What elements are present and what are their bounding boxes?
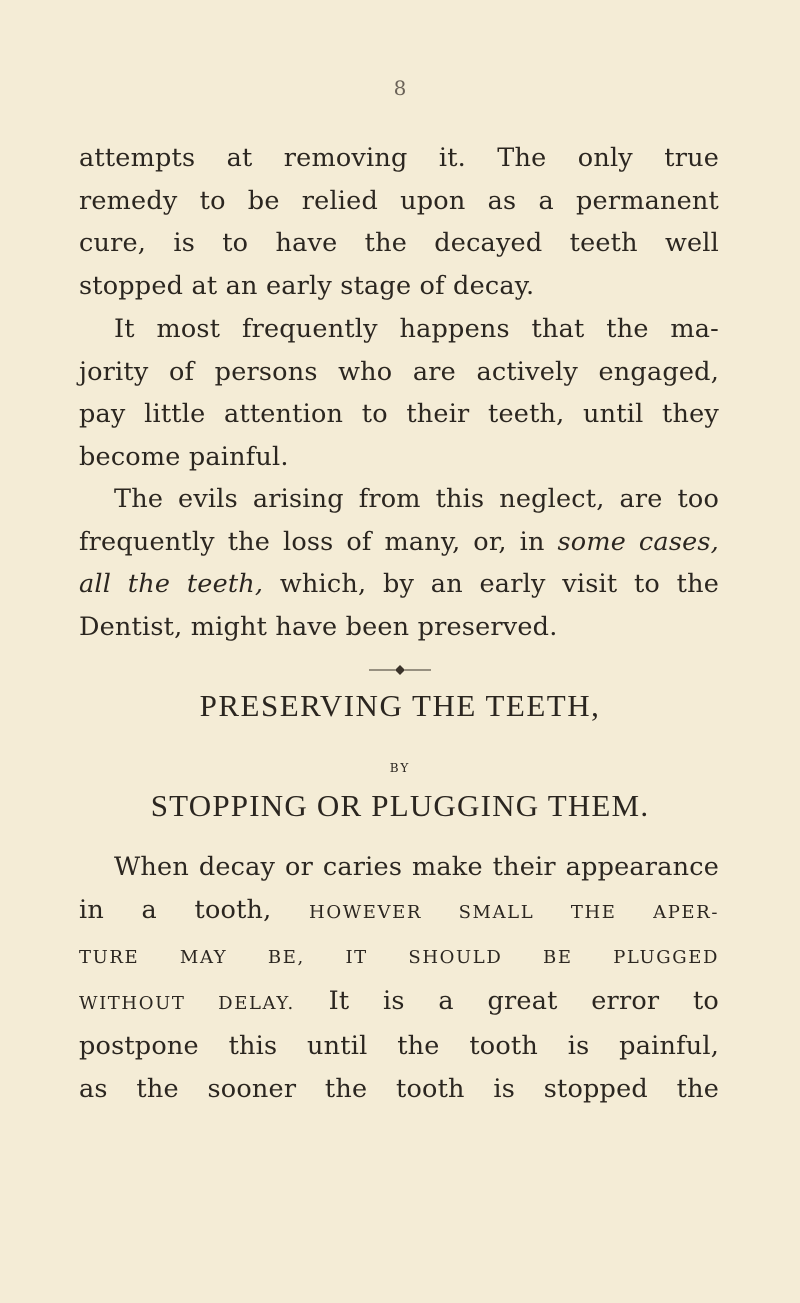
section-heading: PRESERVING THE TEETH, bbox=[199, 688, 601, 723]
heading-by: BY bbox=[389, 761, 411, 775]
text-line: It most frequently happens that the ma- bbox=[114, 314, 719, 344]
text-line bbox=[79, 889, 719, 935]
smallcaps-text: TURE MAY BE, IT SHOULD BE PLUGGED bbox=[79, 947, 719, 969]
text-segment: frequently the loss of many, or, in bbox=[79, 526, 558, 557]
text-line: Dentist, might have been preserved. bbox=[79, 611, 558, 642]
text-line: remedy to be relied upon as a permanent bbox=[79, 185, 719, 216]
text-line bbox=[79, 934, 719, 980]
text-segment: It is a great error to bbox=[294, 985, 719, 1016]
text-segment: which, by an early visit to the bbox=[263, 569, 719, 600]
text-line: postpone this until the tooth is painful, bbox=[79, 1031, 719, 1062]
text-line bbox=[79, 521, 719, 564]
italic-text: some cases, bbox=[557, 526, 719, 557]
paragraph-plugging bbox=[79, 846, 719, 1111]
text-line: stopped at an early stage of decay. bbox=[79, 270, 535, 301]
smallcaps-text: WITHOUT DELAY. bbox=[79, 992, 295, 1014]
smallcaps-text: HOWEVER SMALL THE APER- bbox=[309, 901, 719, 923]
text-line: The evils arising from this neglect, are too bbox=[114, 484, 719, 514]
text-line: jority of persons who are actively engaged, bbox=[79, 356, 719, 387]
text-line: become painful. bbox=[79, 441, 289, 472]
text-segment: in a tooth, bbox=[79, 894, 310, 925]
italic-text: all the teeth, bbox=[79, 569, 264, 600]
text-line: as the sooner the tooth is stopped the bbox=[79, 1073, 719, 1104]
text-line bbox=[79, 563, 719, 606]
section-subheading: STOPPING OR PLUGGING THEM. bbox=[150, 788, 650, 823]
text-line: When decay or caries make their appearance bbox=[114, 852, 719, 882]
text-line: attempts at removing it. The only true bbox=[79, 143, 719, 173]
text-line bbox=[79, 980, 719, 1026]
paragraph-evils bbox=[79, 478, 719, 648]
text-line: cure, is to have the decayed teeth well bbox=[79, 228, 719, 259]
paragraph-continuation bbox=[79, 137, 719, 307]
section-ornament bbox=[0, 660, 800, 680]
text-line: pay little attention to their teeth, until they bbox=[79, 399, 719, 430]
page-number: 8 bbox=[393, 76, 407, 100]
paragraph-neglect bbox=[79, 308, 719, 478]
